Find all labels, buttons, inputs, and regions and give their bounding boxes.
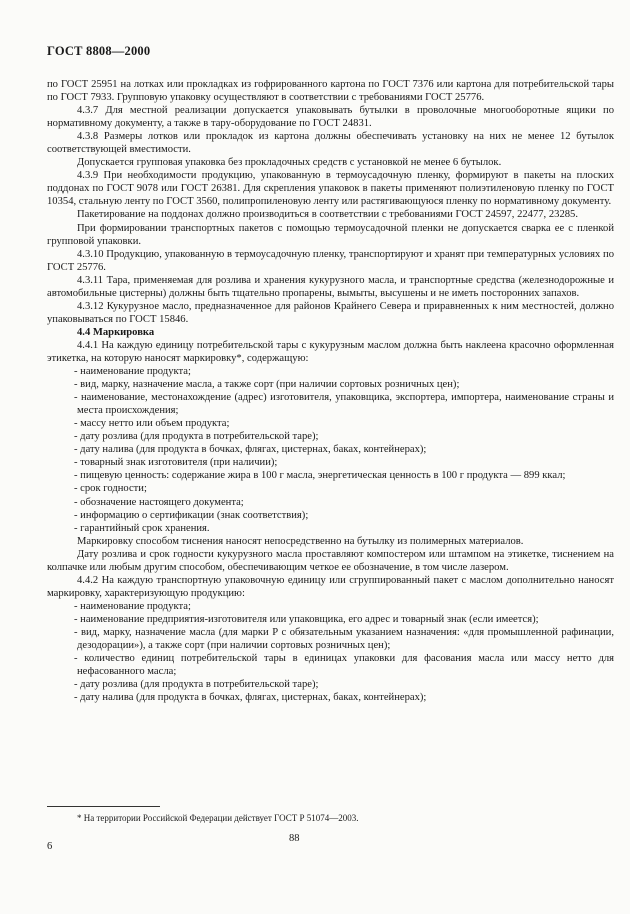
list-item: - информацию о сертификации (знак соответствия); bbox=[74, 509, 309, 521]
paragraph: 4.3.10 Продукцию, упакованную в термоусадочную пленку, транспортируют и хранят при температурных условиях по ГОСТ 25776. bbox=[47, 248, 614, 273]
paragraph: 4.4.2 На каждую транспортную упаковочную единицу или сгруппированный пакет с маслом дополнительно наносят маркировку, характеризующую продукцию: bbox=[47, 574, 614, 599]
section-heading: 4.4 Маркировка bbox=[77, 326, 155, 338]
list-item: - дату розлива (для продукта в потребительской таре); bbox=[74, 431, 319, 443]
list-item: - обозначение настоящего документа; bbox=[74, 496, 244, 508]
list-item: - пищевую ценность: содержание жира в 100 г масла, энергетическая ценность в 100 г продукта — 899 ккал; bbox=[74, 470, 566, 482]
list-item: - гарантийный срок хранения. bbox=[74, 522, 210, 534]
paragraph: Допускается групповая упаковка без прокладочных средств с установкой не менее 6 бутылок. bbox=[77, 157, 502, 169]
paragraph: Маркировку способом тиснения наносят непосредственно на бутылку из полимерных материалов. bbox=[77, 535, 524, 547]
list-item: - количество единиц потребительской тары в единицах упаковки для фасования масла или массу нетто для нефасованного масла; bbox=[74, 653, 614, 678]
paragraph: 4.3.8 Размеры лотков или прокладок из картона должны обеспечивать установку на них не менее 12 бутылок соответствующей вместимости. bbox=[47, 131, 614, 156]
page-number-center: 88 bbox=[289, 833, 300, 844]
paragraph: Пакетирование на поддонах должно производиться в соответствии с требованиями ГОСТ 24597, 22477, 23285. bbox=[77, 209, 578, 221]
list-item: - дату розлива (для продукта в потребительской таре); bbox=[74, 679, 319, 691]
paragraph: 4.3.11 Тара, применяемая для розлива и хранения кукурузного масла, и транспортные средства (железнодорожные и автомобильные цистерны) должны быть тщательно пропарены, вымыты, высушены и не иметь посторонних запахов. bbox=[47, 274, 614, 299]
list-item: - срок годности; bbox=[74, 483, 147, 495]
paragraph: Дату розлива и срок годности кукурузного масла проставляют компостером или штампом на этикетке, тиснением на колпачке или любым другим способом, обеспечивающим четкое ее обозначение, в том числе лазером. bbox=[47, 548, 614, 573]
list-item: - наименование предприятия-изготовителя или упаковщика, его адрес и товарный знак (если имеется); bbox=[74, 613, 539, 625]
list-item: - вид, марку, назначение масла, а также сорт (при наличии сортовых розничных цен); bbox=[74, 379, 460, 391]
list-item: - наименование продукта; bbox=[74, 366, 191, 378]
paragraph: по ГОСТ 25951 на лотках или прокладках из гофрированного картона по ГОСТ 7376 или картона для потребительской тары по ГОСТ 7933. Групповую упаковку осуществляют в соответствии с требованиями ГОСТ 25776. bbox=[47, 79, 614, 104]
list-item: - вид, марку, назначение масла (для марки Р с обязательным указанием назначения: «для промышленной рафинации, дезодорации»), а также сорт (при наличии сортовых розничных цен); bbox=[74, 626, 614, 652]
paragraph: 4.3.7 Для местной реализации допускается упаковывать бутылки в проволочные многооборотные ящики по нормативному документу, а также в тару-оборудование по ГОСТ 24831. bbox=[47, 105, 614, 130]
list-item: - наименование продукта; bbox=[74, 600, 191, 612]
list-item: - дату налива (для продукта в бочках, флягах, цистернах, баках, контейнерах); bbox=[74, 444, 427, 456]
paragraph: При формировании транспортных пакетов с помощью термоусадочной пленки не допускается сварка ее с пленкой групповой упаковки. bbox=[47, 222, 614, 247]
page-number-left: 6 bbox=[47, 841, 53, 852]
document-header: ГОСТ 8808—2000 bbox=[47, 44, 151, 58]
list-item: - дату налива (для продукта в бочках, флягах, цистернах, баках, контейнерах); bbox=[74, 692, 427, 704]
document-body bbox=[47, 78, 614, 704]
list-item: - наименование, местонахождение (адрес) изготовителя, упаковщика, экспортера, импортера, наименование страны и места происхождения; bbox=[74, 392, 614, 417]
list-item: - товарный знак изготовителя (при наличии); bbox=[74, 457, 278, 469]
paragraph: 4.3.9 При необходимости продукцию, упакованную в термоусадочную пленку, формируют в пакеты на плоских поддонах по ГОСТ 9078 или ГОСТ 26381. Для скрепления упаковок в пакеты применяют полиэтиленовую пленку по ГОСТ 10354, стальную ленту по ГОСТ 3560, полипропиленовую ленту или растягивающуюся пленку по нормативному документу. bbox=[47, 170, 614, 208]
footnote-divider bbox=[47, 806, 160, 807]
footnote: * На территории Российской Федерации действует ГОСТ Р 51074—2003. bbox=[77, 813, 359, 823]
paragraph: 4.4.1 На каждую единицу потребительской тары с кукурузным маслом должна быть наклеена красочно оформленная этикетка, на которую наносят маркировку*, содержащую: bbox=[47, 339, 614, 364]
paragraph: 4.3.12 Кукурузное масло, предназначенное для районов Крайнего Севера и приравненных к ним местностей, должно упаковываться по ГОСТ 15846. bbox=[47, 300, 614, 325]
list-item: - массу нетто или объем продукта; bbox=[74, 418, 230, 430]
